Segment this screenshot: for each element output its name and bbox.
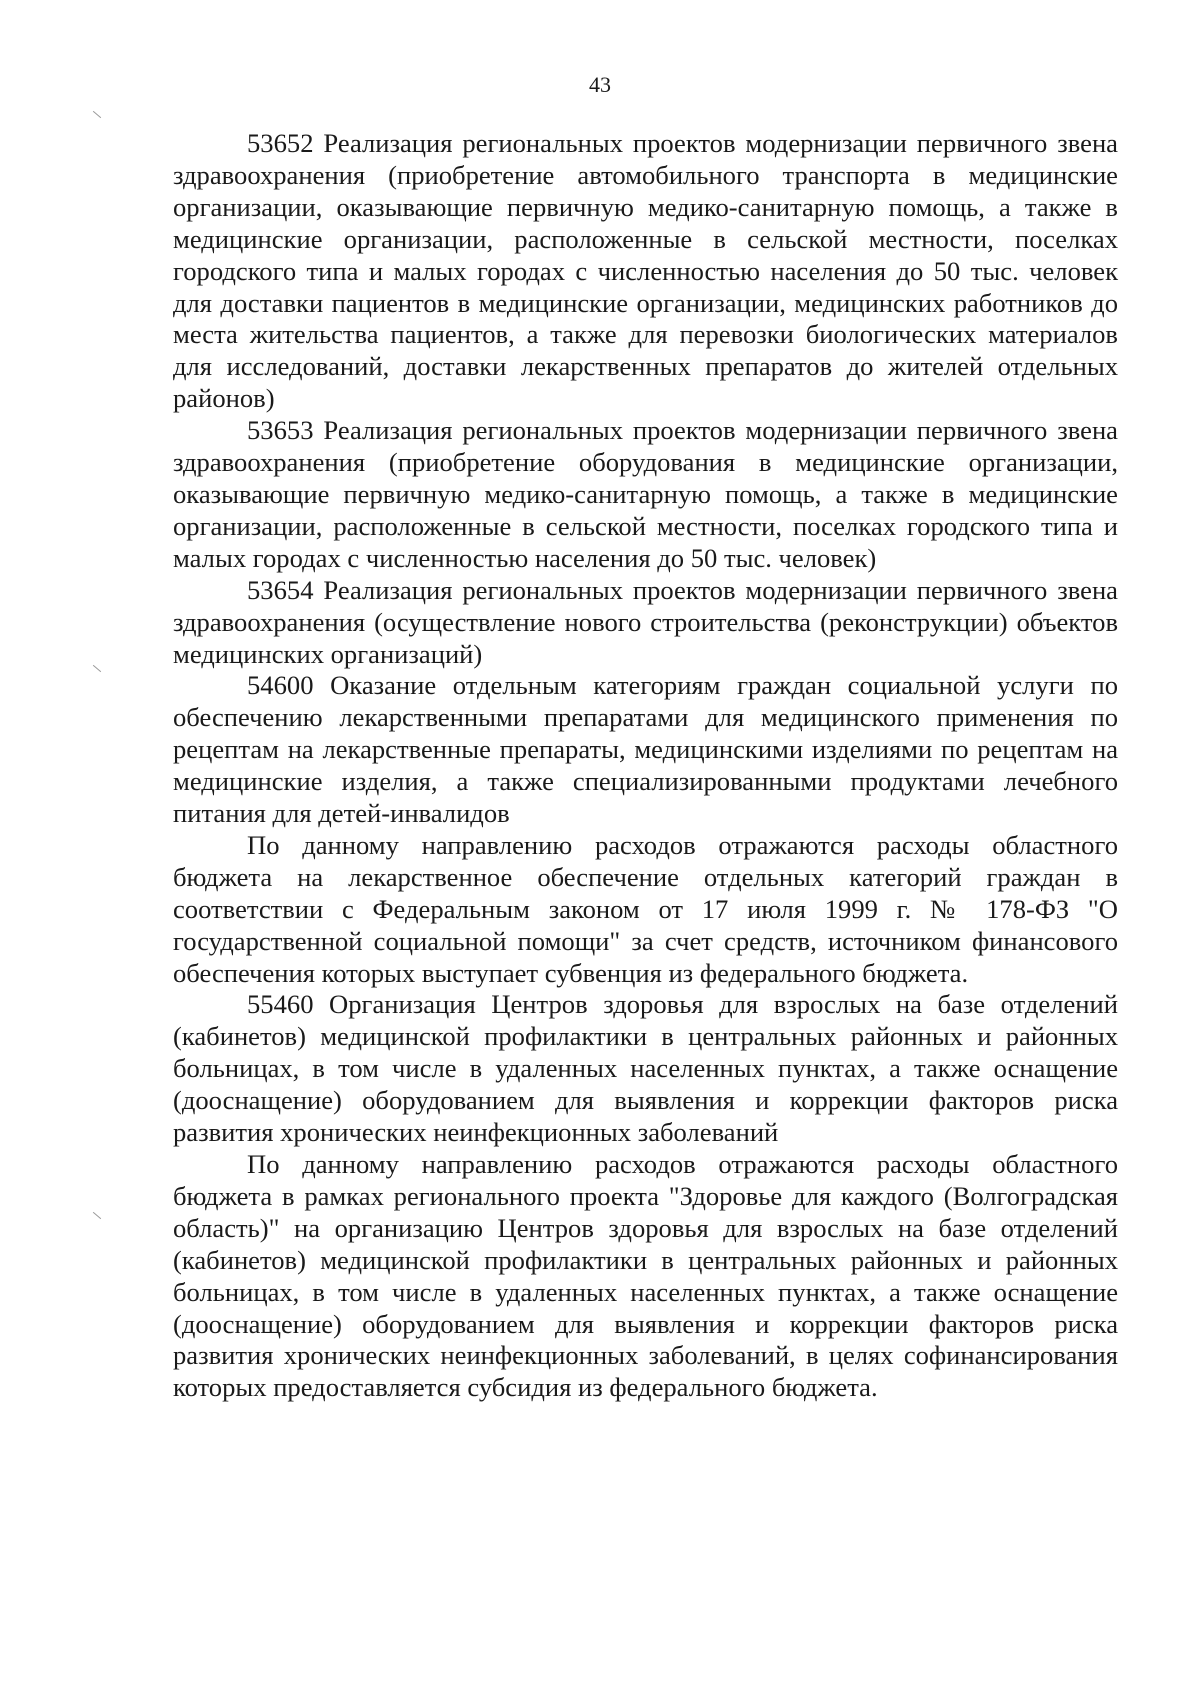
paragraph-53653: 53653 Реализация региональных проектов модернизации первичного звена здравоохранения (приобретение оборудования в медицинские организации, оказывающие первичную медико-санитарную помощь, а также в медицинские организации, расположенные в сельской местности, поселках городского типа и малых городах с численностью населения до 50 тыс. человек) <box>173 415 1118 573</box>
paragraph-53654: 53654 Реализация региональных проектов модернизации первичного звена здравоохранения (осуществление нового строительства (реконструкции) объектов медицинских организаций) <box>173 574 1118 669</box>
paragraph-55460: 55460 Организация Центров здоровья для взрослых на базе отделений (кабинетов) медицинской профилактики в центральных районных и районных больницах, в том числе в удаленных населенных пунктах, а также оснащение (дооснащение) оборудованием для выявления и коррекции факторов риска развития хронических неинфекционных заболеваний <box>173 989 1118 1148</box>
page-number: 43 <box>589 72 611 97</box>
document-body <box>173 128 1118 1404</box>
paragraph-55460-description: По данному направлению расходов отражаются расходы областного бюджета в рамках регионального проекта "Здоровье для каждого (Волгоградская область)" на организацию Центров здоровья для взрослых на базе отделений (кабинетов) медицинской профилактики в центральных районных и районных больницах, в том числе в удаленных населенных пунктах, а также оснащение (дооснащение) оборудованием для выявления и коррекции факторов риска развития хронических неинфекционных заболеваний, в целях софинансирования которых предоставляется субсидия из федерального бюджета. <box>173 1149 1118 1403</box>
scan-mark-2 <box>93 665 101 672</box>
paragraph-54600-description: По данному направлению расходов отражаются расходы областного бюджета на лекарственное обеспечение отдельных категорий граждан в соответствии с Федеральным законом от 17 июля 1999 г. № 178-ФЗ "О государственной социальной помощи" за счет средств, источником финансового обеспечения которых выступает субвенция из федерального бюджета. <box>173 829 1118 988</box>
scan-mark-3 <box>93 1212 101 1219</box>
scan-mark-1 <box>93 111 101 118</box>
paragraph-53652: 53652 Реализация региональных проектов модернизации первичного звена здравоохранения (приобретение автомобильного транспорта в медицинские организации, оказывающие первичную медико-санитарную помощь, а также в медицинские организации, расположенные в сельской местности, поселках городского типа и малых городах с численностью населения до 50 тыс. человек для доставки пациентов в медицинские организации, медицинских работников до места жительства пациентов, а также для перевозки биологических материалов для исследований, доставки лекарственных препаратов до жителей отдельных районов) <box>173 128 1118 414</box>
paragraph-54600: 54600 Оказание отдельным категориям граждан социальной услуги по обеспечению лекарственными препаратами для медицинского применения по рецептам на лекарственные препараты, медицинскими изделиями по рецептам на медицинские изделия, а также специализированными продуктами лечебного питания для детей-инвалидов <box>173 670 1118 829</box>
